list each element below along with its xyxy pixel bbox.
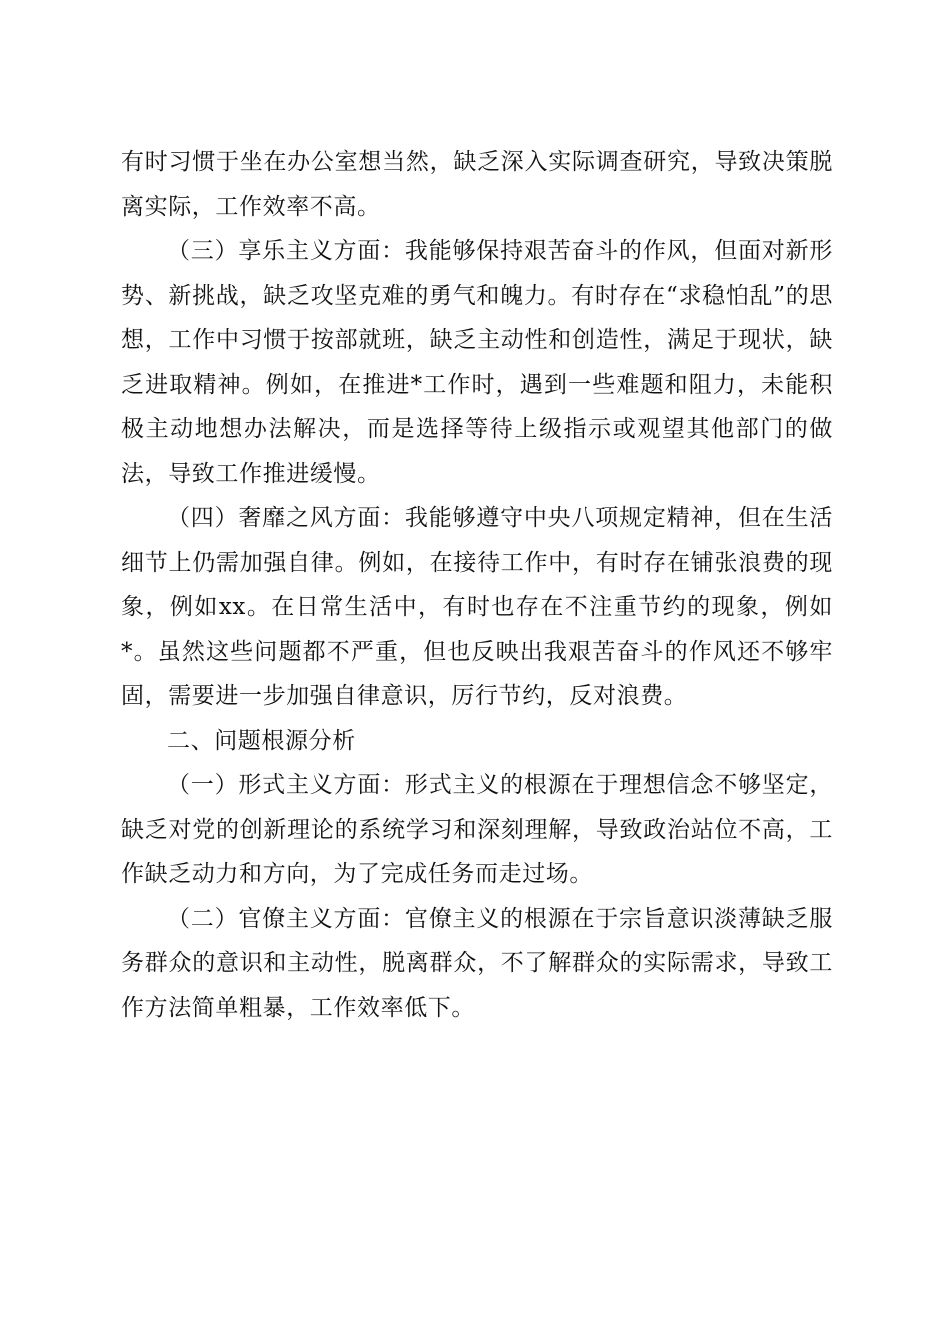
paragraph-continuation: 有时习惯于坐在办公室想当然，缺乏深入实际调查研究，导致决策脱离实际，工作效率不高。 — [121, 149, 833, 220]
paragraph-bureaucracy-root: （二）官僚主义方面：官僚主义的根源在于宗旨意识淡薄缺乏服务群众的意识和主动性，脱离群众，不了解群众的实际需求，导致工作方法简单粗暴，工作效率低下。 — [121, 905, 833, 1021]
section-heading-root-cause: 二、问题根源分析 — [167, 727, 356, 754]
paragraph-extravagance: （四）奢靡之风方面：我能够遵守中央八项规定精神，但在生活细节上仍需加强自律。例如，在接待工作中，有时存在铺张浪费的现象，例如xx。在日常生活中，有时也存在不注重节约的现象，例如*。虽然这些问题都不严重，但也反映出我艰苦奋斗的作风还不够牢固，需要进一步加强自律意识，厉行节约，反对浪费。 — [121, 505, 833, 709]
paragraph-formalism-root: （一）形式主义方面：形式主义的根源在于理想信念不够坚定，缺乏对党的创新理论的系统学习和深刻理解，导致政治站位不高，工作缺乏动力和方向，为了完成任务而走过场。 — [121, 772, 833, 887]
paragraph-hedonism: （三）享乐主义方面：我能够保持艰苦奋斗的作风，但面对新形势、新挑战，缺乏攻坚克难的勇气和魄力。有时存在“求稳怕乱”的思想，工作中习惯于按部就班，缺乏主动性和创造性，满足于现状，缺乏进取精神。例如，在推进*工作时，遇到一些难题和阻力，未能积极主动地想办法解决，而是选择等待上级指示或观望其他部门的做法，导致工作推进缓慢。 — [121, 238, 833, 487]
document-body — [121, 140, 833, 1030]
